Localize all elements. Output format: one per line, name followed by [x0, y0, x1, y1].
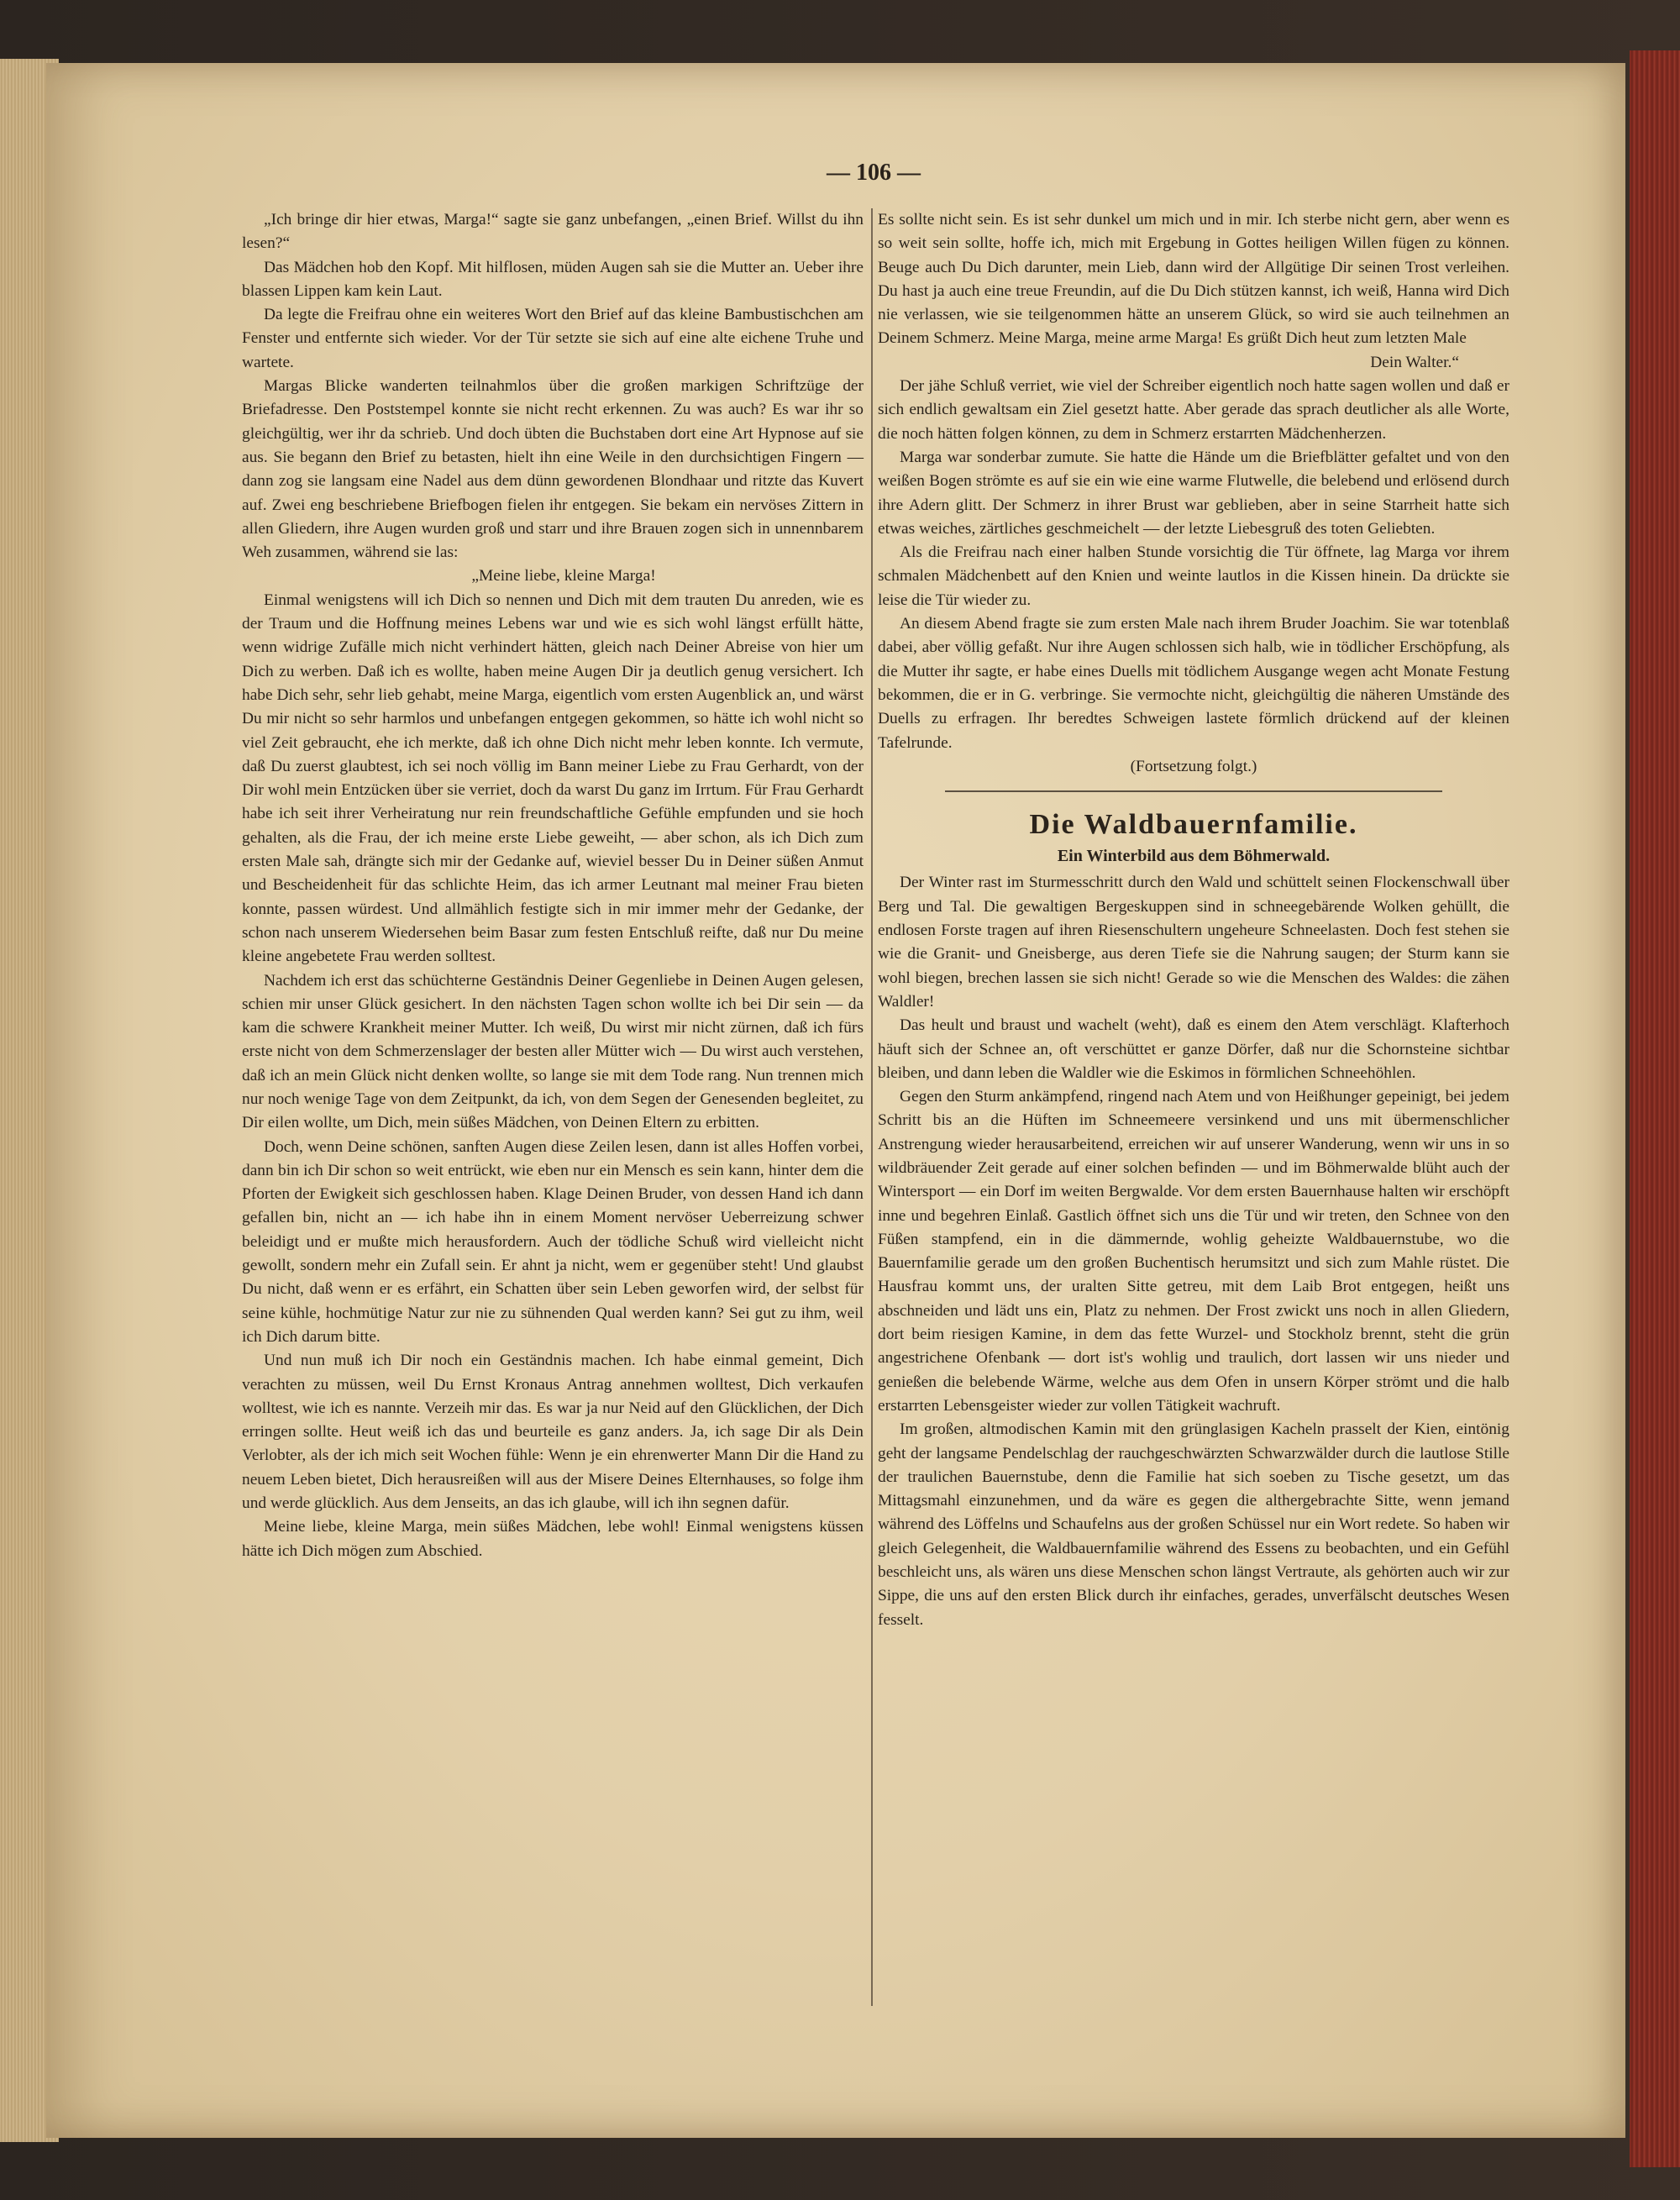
paragraph: Da legte die Freifrau ohne ein weiteres Wort den Brief auf das kleine Bambustischchen am Fenster und entfernte sich wieder. Vor der Tür setzte sie sich auf eine alte eichene Truhe und wartete. — [242, 306, 864, 371]
article-subtitle: Ein Winterbild aus dem Böhmerwald. — [1057, 847, 1331, 866]
paragraph: An diesem Abend fragte sie zum ersten Male nach ihrem Bruder Joachim. Sie war totenblaß dabei, aber völlig gefaßt. Nur ihre Augen schlossen sich halb, wie in tödlicher Erschöpfung, als die Mutter ihr sagte, er habe eines Duells mit tödlichem Ausgange wegen acht Monate Festung bekommen, die er in G. verbringe. Sie vermochte nicht, gleichgültig die näheren Umstände des Duells zu erfragen. Ihr beredtes Schweigen lastete förmlich drückend auf der kleinen Tafelrunde. — [878, 615, 1509, 752]
letter-signature: Dein Walter.“ — [1370, 353, 1459, 371]
left-column — [242, 208, 864, 1563]
paragraph: Margas Blicke wanderten teilnahmlos über die großen markigen Schriftzüge der Briefadresse. Den Poststempel konnte sie nicht recht erkennen. Zu was auch? Es war ihr so gleichgültig, wer ihr da schrieb. Und doch übten die Buchstaben dort eine Art Hypnose auf sie aus. Sie begann den Brief zu betasten, hielt ihn eine Weile in den durchsichtigen Fingern — dann zog sie langsam eine Nadel aus dem dünn gewordenen Blondhaar und ritzte das Kuvert auf. Zwei eng beschriebene Briefbogen fielen ihr entgegen. Sie bekam ein nervöses Zittern in allen Gliedern, ihre Augen wurden groß und starr und ihre Brauen zogen sich in unnennbarem Weh zusammen, während sie las: — [242, 377, 864, 562]
article-paragraph: Im großen, altmodischen Kamin mit den grünglasigen Kacheln prasselt der Kien, eintönig geht der langsame Pendelschlag der rauchgeschwärzten Schwarzwälder durch die lautlose Stille der traulichen Bauernstube, denn die Familie hat sich soeben zu Tische gesetzt, um das Mittagsmahl einzunehmen, und da wäre es gegen die althergebrachte Sitte, wenn jemand während des Löffelns und Schaufelns aus der großen Schüssel nur ein Wort redete. So haben wir gleich Gelegenheit, die Waldbauernfamilie während des Essens zu beobachten, und ein Gefühl beschleicht uns, als wären uns diese Menschen schon längst Vertraute, als gehörten auch wir zur Sippe, die uns auf den ersten Blick durch ihr einfaches, gerades, unverfälscht deutsches Wesen fesselt. — [878, 1420, 1509, 1629]
letter-salutation: „Meine liebe, kleine Marga! — [471, 567, 656, 585]
paragraph: „Ich bringe dir hier etwas, Marga!“ sagte sie ganz unbefangen, „einen Brief. Willst du ihn lesen?“ — [242, 211, 864, 253]
paragraph: Nachdem ich erst das schüchterne Geständnis Deiner Gegenliebe in Deinen Augen gelesen, schien mir unser Glück gesichert. In den nächsten Tagen schon wollte ich bei Dir sein — da kam die schwere Krankheit meiner Mutter. Ich weiß, Du wirst mir nicht zürnen, daß ich fürs erste nicht von dem Schmerzenslager der besten aller Mütter wich — Du wirst auch verstehen, daß ich an mein Glück nicht denken wollte, so lange sie mit dem Tode rang. Nun trennen mich nur noch wenige Tage von dem Zeitpunkt, da ich, von dem Segen der Genesenden begleitet, zu Dir eilen wollte, um Dich, mein süßes Mädchen, von Deinen Eltern zu erbitten. — [242, 971, 864, 1132]
article-paragraph: Das heult und braust und wachelt (weht), daß es einem den Atem verschlägt. Klafterhoch häuft sich der Schnee an, oft verschüttet er ganze Dörfer, daß nur die Schornsteine sichtbar bleiben, und dann leben die Waldler wie die Eskimos in förmlichen Schneehöhlen. — [878, 1016, 1509, 1082]
paragraph: Und nun muß ich Dir noch ein Geständnis machen. Ich habe einmal gemeint, Dich verachten zu müssen, weil Du Ernst Kronaus Antrag annehmen wolltest, Dich verkaufen wolltest, wie ich es nannte. Verzeih mir das. Es war ja nur Neid auf den Glücklichen, der Dich erringen sollte. Heut weiß ich das und beurteile es ganz anders. Ja, ich sage Dir als Dein Verlobter, als der ich mich seit Wochen fühle: Wenn je ein ehrenwerter Mann Dir die Hand zu neuem Leben bietet, Dich herausreißen will aus der Misere Deines Elternhauses, so folge ihm und werde glücklich. Aus dem Jenseits, an das ich glaube, will ich ihn segnen dafür. — [242, 1352, 864, 1513]
letter-conclusion: Es sollte nicht sein. Es ist sehr dunkel um mich und in mir. Ich sterbe nicht gern, aber wenn es so weit sein sollte, hoffe ich, mich mit Ergebung in Gottes heiligen Willen fügen zu können. Beuge auch Du Dich darunter, mein Lieb, dann wird der Allgütige Dir seinen Trost verleihen. Du hast ja auch eine treue Freundin, auf die Du Dich stützen kannst, ich weiß, Hanna wird Dich nie verlassen, wie sie teilgenommen hätte an unserem Glück, so wird sie auch teilnehmen an Deinem Schmerz. Meine Marga, meine arme Marga! Es grüßt Dich heut zum letzten Male — [878, 211, 1509, 348]
paragraph: Einmal wenigstens will ich Dich so nennen und Dich mit dem trauten Du anreden, wie es der Traum und die Hoffnung meines Lebens war und wie es sich wohl längst erfüllt hätte, wenn widrige Zufälle mich nicht verhindert hätten, gleich nach Deiner Abreise von hier um Dich zu werben. Daß ich es wollte, haben meine Augen Dir ja deutlich genug versichert. Ich habe Dich sehr, sehr lieb gehabt, meine Marga, eigentlich vom ersten Augenblick an, und wärst Du mir nicht so sehr harmlos und unbefangen entgegen gekommen, so hätte ich wohl nicht so viel Zeit gebraucht, ehe ich merkte, daß ich ohne Dich nicht mehr leben konnte. Ich vermute, daß Du zuerst glaubtest, ich sei noch völlig im Bann meiner Liebe zu Frau Gerhardt, von der Dir wohl mein Entzücken über sie verriet, doch da warst Du ganz im Irrtum. Für Frau Gerhardt habe ich seit ihrer Verheiratung nur rein freundschaftliche Gefühle empfunden und sie hoch gehalten, als die Frau, der ich meine erste Liebe geweiht, — aber schon, als ich Dich zum ersten Male sah, drängte sich mir der Gedanke auf, wieviel besser Du in Deiner süßen Anmut und Bescheidenheit für das schlichte Heim, das ich armer Leutnant mal meiner Frau bieten konnte, passen würdest. Und allmählich festigte sich in mir immer mehr der Gedanke, der schon nach unserem Wiedersehen beim Basar zum festen Entschluß reifte, daß nur Du meine kleine angebetete Frau werden solltest. — [242, 591, 864, 966]
right-column — [878, 208, 1509, 1632]
paragraph: Marga war sonderbar zumute. Sie hatte die Hände um die Briefblätter gefaltet und von den weißen Bogen strömte es auf sie ein wie eine warme Flutwelle, die belebend und erlösend durch ihre Adern glitt. Der Schmerz in ihrer Brust war geblieben, aber in seine Starrheit hatte sich etwas weiches, zärtliches geschmeichelt — der letzte Liebesgruß des toten Geliebten. — [878, 448, 1509, 538]
section-divider — [945, 790, 1442, 792]
column-divider — [871, 208, 873, 2006]
continued-notice: (Fortsetzung folgt.) — [1130, 757, 1257, 775]
article-paragraph: Der Winter rast im Sturmesschritt durch den Wald und schüttelt seinen Flockenschwall über Berg und Tal. Die gewaltigen Bergeskuppen sind in schneegebärende Wolken gehüllt, die endlosen Forste tragen auf ihren Riesenschultern ungeheure Schneelasten. Doch fest stehen sie wie die Granit- und Gneisberge, aus deren Tiefe sie die Nahrung saugen; der Sturm kann sie wohl biegen, brechen lassen sie sich nicht! Gerade so wie die Menschen des Waldes: die zähen Waldler! — [878, 874, 1509, 1011]
paragraph: Das Mädchen hob den Kopf. Mit hilflosen, müden Augen sah sie die Mutter an. Ueber ihre blassen Lippen kam kein Laut. — [242, 258, 864, 300]
paragraph: Meine liebe, kleine Marga, mein süßes Mädchen, lebe wohl! Einmal wenigstens küssen hätte ich Dich mögen zum Abschied. — [242, 1518, 864, 1560]
paragraph: Der jähe Schluß verriet, wie viel der Schreiber eigentlich noch hatte sagen wollen und daß er sich endlich gewaltsam ein Ziel gesetzt hatte. Aber gerade das sprach deutlicher als alle Worte, die noch hätten folgen können, zu dem in Schmerz erstarrten Mädchenherzen. — [878, 377, 1509, 443]
paragraph: Doch, wenn Deine schönen, sanften Augen diese Zeilen lesen, dann ist alles Hoffen vorbei, dann bin ich Dir schon so weit entrückt, wie eben nur ein Mensch es sein kann, hinter dem die Pforten der Ewigkeit sich geschlossen haben. Klage Deinen Bruder, von dessen Hand ich dann gefallen bin, nicht an — ich habe ihn in einem Moment nervöser Ueberreizung schwer beleidigt und er mußte mich herausfordern. Auch der tödliche Schuß wird vielleicht nicht gewollt, sondern mehr ein Zufall sein. Er ahnt ja nicht, wem er gegenüber steht! Und glaubst Du nicht, daß wenn er es erfährt, ein Schatten über sein Leben geworfen wird, der selbst für seine kühle, hochmütige Natur zur nie zu sühnenden Qual werden kann? Sei gut zu ihm, weil ich Dich darum bitte. — [242, 1137, 864, 1346]
article-title: Die Waldbauernfamilie. — [1029, 809, 1358, 841]
book-cover-edge — [1630, 50, 1680, 2167]
paragraph: Als die Freifrau nach einer halben Stunde vorsichtig die Tür öffnete, lag Marga vor ihrem schmalen Mädchenbett auf den Knien und weinte lautlos in die Kissen hinein. Da drückte sie leise die Tür wieder zu. — [878, 543, 1509, 609]
page-number: — 106 — — [827, 160, 921, 186]
article-paragraph: Gegen den Sturm ankämpfend, ringend nach Atem und von Heißhunger gepeinigt, bei jedem Schritt bis an die Hüften im Schneemeere versinkend und uns mit übermenschlicher Anstrengung wieder herausarbeitend, erreichen wir auf unserer Wanderung, wenn wir uns in so wildbräuender Zeit gerade auf einer solchen befinden — und im Böhmerwalde blüht auch der Wintersport — ein Dorf im weiten Bergwalde. Vor dem ersten Bauernhause halten wir erschöpft inne und begehren Einlaß. Gastlich öffnet sich uns die Tür und wir treten, den Schnee von den Füßen stampfend, ein in die dämmernde, wohlig geheizte Waldbauernstube, wo die Bauernfamilie gerade um den großen Buchentisch herumsitzt und sich zum Mahle rüstet. Die Hausfrau kommt uns, der uralten Sitte getreu, mit dem Laib Brot entgegen, heißt uns abschneiden und lädt uns ein, Platz zu nehmen. Der Frost zwickt uns noch in allen Gliedern, dort beim riesigen Kamine, in dem das fette Wurzel- und Stockholz brennt, steht die grün angestrichene Ofenbank — dort ist's wohlig und traulich, dort lassen wir uns nieder und genießen die belebende Wärme, welche aus dem Ofen in unsern Körper strömt und die halb erstarrten Lebensgeister wieder zur vollen Tätigkeit wachruft. — [878, 1088, 1509, 1415]
